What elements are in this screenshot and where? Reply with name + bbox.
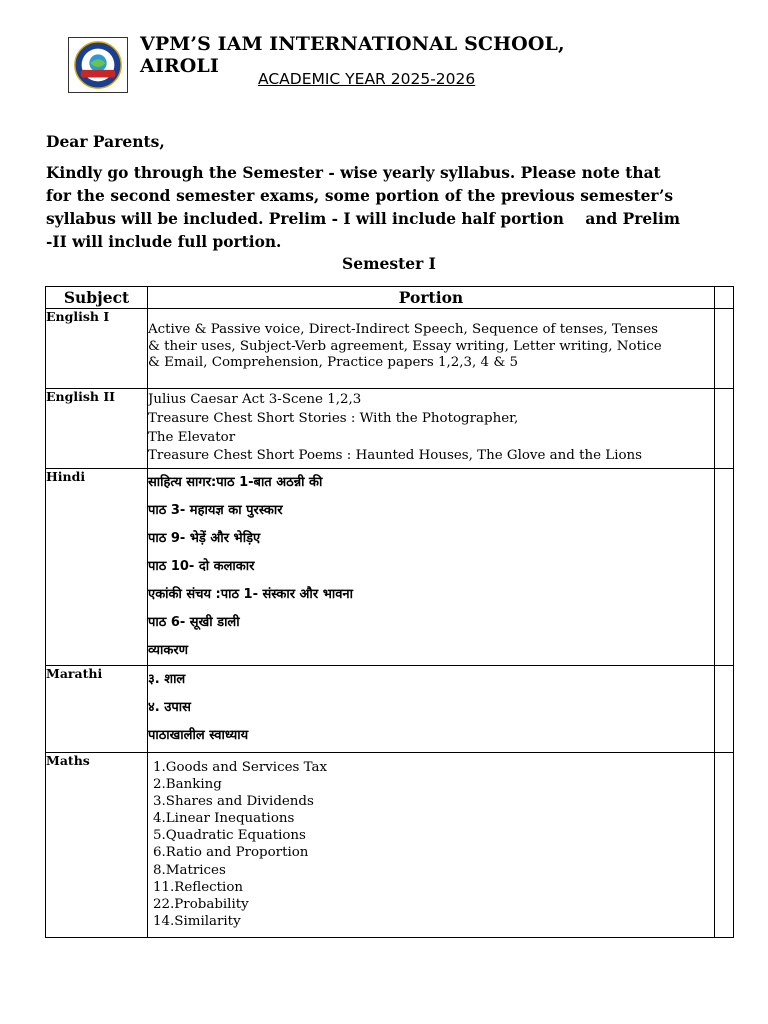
blank-header (715, 287, 734, 309)
table-row (46, 469, 734, 666)
portion-line: 3.Shares and Dividends (153, 794, 314, 810)
portion-cell (148, 753, 715, 938)
blank-cell (715, 309, 734, 389)
salutation: Dear Parents, (46, 132, 165, 151)
intro-paragraph (46, 162, 736, 254)
portion-line: 22.Probability (153, 896, 249, 912)
portion-line: The Elevator (148, 429, 236, 445)
intro-line: -II will include full portion. (46, 233, 282, 251)
portion-cell (148, 389, 715, 469)
portion-line: Treasure Chest Short Poems : Haunted Houses, The Glove and the Lions (148, 448, 643, 464)
semester-title: Semester I (342, 254, 436, 273)
portion-line: व्याकरण (148, 643, 189, 658)
portion-line: ३. शाल (148, 672, 186, 687)
portion-line: ४. उपास (148, 700, 191, 715)
subject-cell: Hindi (46, 469, 148, 666)
table-header-row (46, 287, 734, 309)
portion-line: पाठ 3- महायज्ञ का पुरस्कार (148, 503, 283, 518)
blank-cell (715, 389, 734, 469)
blank-cell (715, 753, 734, 938)
table-row (46, 389, 734, 469)
portion-cell (148, 666, 715, 753)
portion-line: साहित्य सागर:पाठ 1-बात अठन्नी की (148, 475, 323, 490)
portion-line: 11.Reflection (153, 879, 244, 895)
portion-line: 6.Ratio and Proportion (153, 845, 309, 861)
portion-cell (148, 309, 715, 389)
portion-header: Portion (148, 287, 715, 309)
portion-line: एकांकी संचय :पाठ 1- संस्कार और भावना (148, 587, 354, 602)
intro-line: for the second semester exams, some portion of the previous semester’s (46, 187, 674, 205)
blank-cell (715, 666, 734, 753)
portion-line: 8.Matrices (153, 862, 226, 878)
portion-line: पाठाखालील स्वाध्याय (148, 728, 249, 743)
intro-line: syllabus will be included. Prelim - I will include half portion and Prelim (46, 210, 681, 228)
subject-cell: English II (46, 389, 148, 469)
subject-cell: Maths (46, 753, 148, 938)
table-row (46, 309, 734, 389)
school-name: VPM’S IAM INTERNATIONAL SCHOOL, AIROLI (140, 33, 565, 77)
table-row (46, 666, 734, 753)
blank-cell (715, 469, 734, 666)
subject-header: Subject (46, 287, 148, 309)
portion-line: 1.Goods and Services Tax (153, 760, 328, 775)
portion-line: 5.Quadratic Equations (153, 828, 306, 844)
portion-line: 2.Banking (153, 777, 222, 793)
portion-cell (148, 469, 715, 666)
school-emblem-icon (69, 38, 127, 92)
portion-line: & their uses, Subject-Verb agreement, Essay writing, Letter writing, Notice (148, 338, 662, 354)
subject-cell: English I (46, 309, 148, 389)
portion-line: 14.Similarity (153, 913, 241, 929)
portion-line: पाठ 10- दो कलाकार (148, 559, 255, 574)
portion-line: पाठ 9- भेड़ें और भेड़िए (148, 531, 261, 546)
portion-line: पाठ 6- सूखी डाली (148, 615, 240, 630)
intro-line: Kindly go through the Semester - wise yearly syllabus. Please note that (46, 164, 661, 182)
portion-line: 4.Linear Inequations (153, 811, 295, 827)
syllabus-table (45, 286, 734, 938)
table-row (46, 753, 734, 938)
subject-cell: Marathi (46, 666, 148, 753)
school-logo (68, 37, 128, 93)
portion-line: Treasure Chest Short Stories : With the Photographer, (148, 410, 519, 426)
portion-line: Active & Passive voice, Direct-Indirect Speech, Sequence of tenses, Tenses (148, 322, 658, 337)
portion-line: Julius Caesar Act 3-Scene 1,2,3 (148, 392, 362, 407)
portion-line: & Email, Comprehension, Practice papers 1,2,3, 4 & 5 (148, 355, 519, 370)
academic-year: ACADEMIC YEAR 2025-2026 (258, 70, 476, 88)
